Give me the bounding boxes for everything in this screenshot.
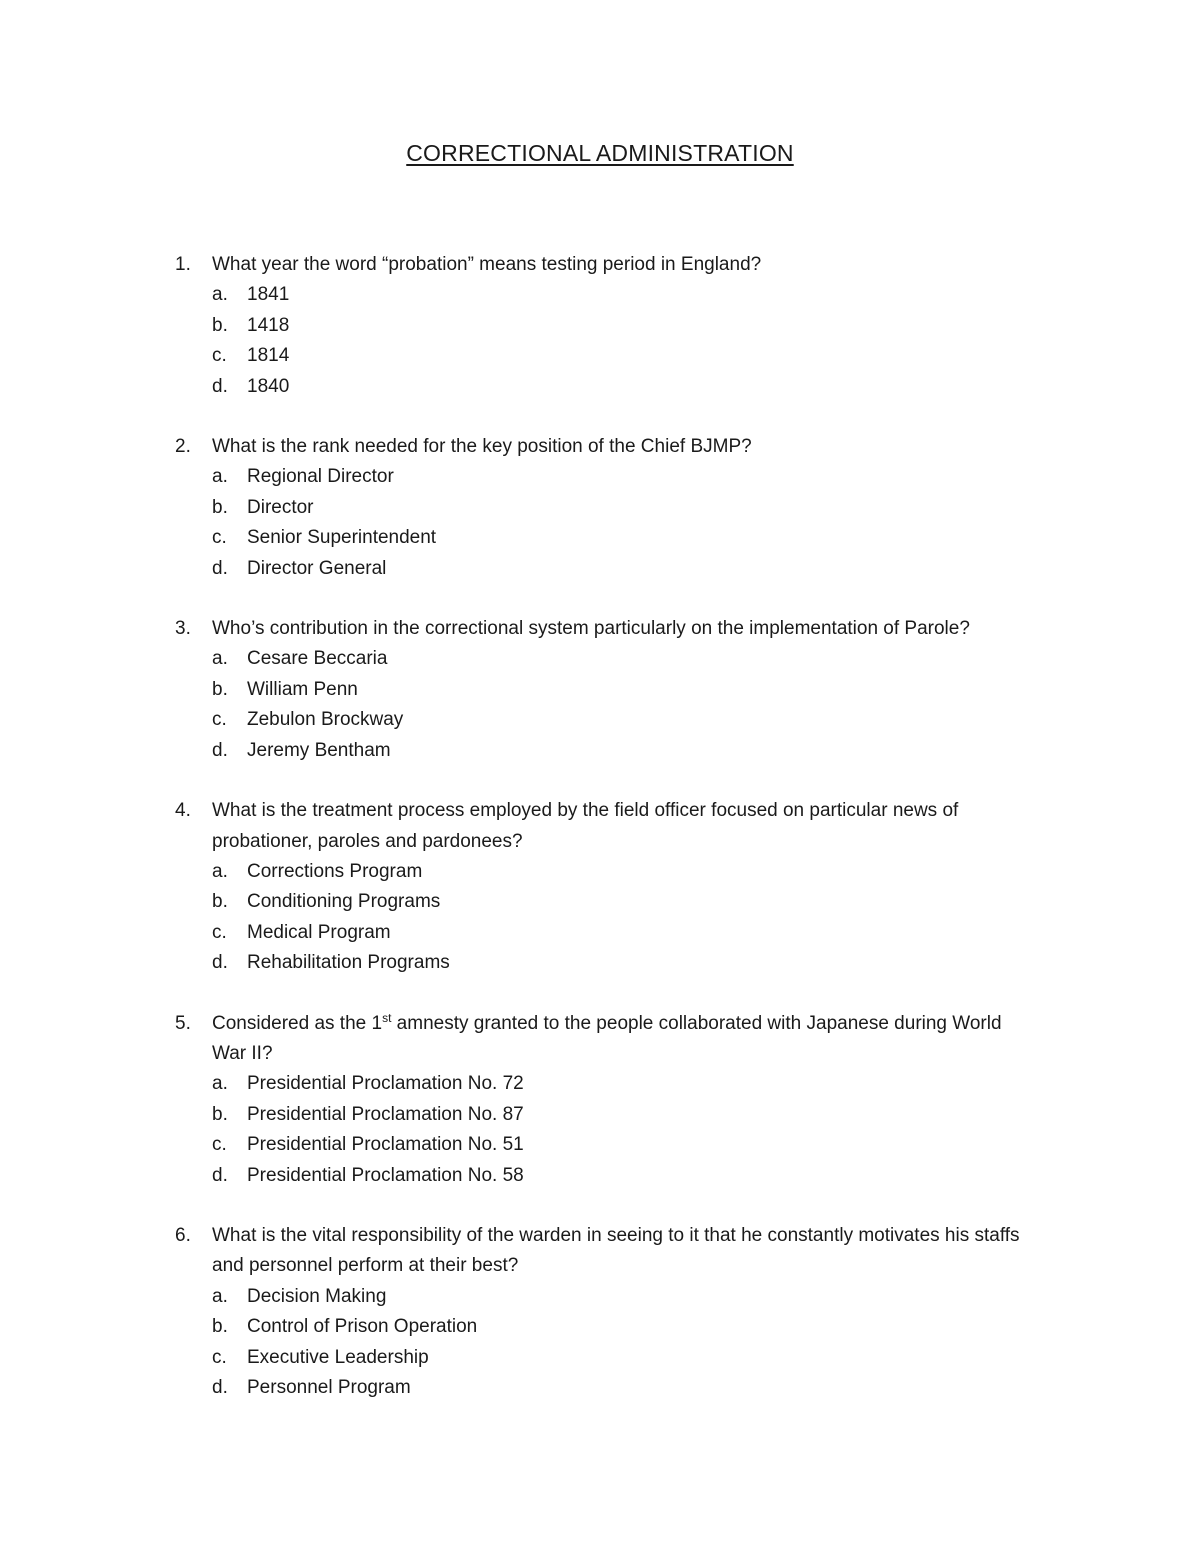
option-text: Conditioning Programs [247,891,441,913]
option-letter: b. [212,496,228,518]
option-text: 1418 [247,314,290,336]
option-text: Cesare Beccaria [247,648,388,670]
question-text [212,1010,1002,1064]
option-d [0,554,1200,584]
question-text: What is the vital responsibility of the warden in seeing to it that he constantly motivates his staffs and personnel perform at their best? [212,1224,1020,1277]
option-letter: d. [212,375,228,397]
option-letter: c. [212,345,227,367]
question-3 [0,614,1200,766]
option-text: Presidential Proclamation No. 72 [247,1073,524,1095]
option-text: Control of Prison Operation [247,1316,478,1338]
option-c [0,1130,1200,1160]
option-letter: c. [212,709,227,731]
option-letter: d. [212,1164,228,1186]
option-text: Rehabilitation Programs [247,952,450,974]
option-text: Presidential Proclamation No. 58 [247,1164,524,1186]
option-letter: b. [212,891,228,913]
option-text: 1840 [247,375,290,397]
option-text: Zebulon Brockway [247,709,404,731]
option-text: Presidential Proclamation No. 87 [247,1103,524,1125]
question-text: What is the treatment process employed by the field officer focused on particular news of probationer, paroles and pardonees? [212,800,959,852]
option-text: William Penn [247,678,358,700]
option-b [0,887,1200,917]
question-2 [0,432,1200,584]
question-list [0,250,1200,1433]
option-c [0,1343,1200,1373]
option-letter: d. [212,739,228,761]
option-letter: b. [212,1316,228,1338]
option-letter: a. [212,1285,228,1307]
question-text-row [0,796,1200,857]
question-text-row [0,614,1200,644]
option-text: Senior Superintendent [247,527,437,549]
question-number: 5. [175,1012,191,1034]
document-title: CORRECTIONAL ADMINISTRATION [406,140,794,166]
option-text: Medical Program [247,921,391,943]
option-text: Regional Director [247,466,394,488]
option-text: Decision Making [247,1285,387,1307]
question-1 [0,250,1200,402]
option-letter: a. [212,1073,228,1095]
question-text-row [0,1221,1200,1282]
question-text: What is the rank needed for the key position of the Chief BJMP? [212,436,752,458]
question-4 [0,796,1200,978]
option-a [0,857,1200,887]
option-letter: c. [212,921,227,943]
option-text: 1814 [247,345,290,367]
option-c [0,523,1200,553]
option-text: Corrections Program [247,860,423,882]
option-letter: a. [212,860,228,882]
option-a [0,644,1200,674]
option-c [0,705,1200,735]
option-text: Director [247,496,314,518]
option-a [0,462,1200,492]
option-a [0,280,1200,310]
option-letter: d. [212,1377,228,1398]
option-text: Jeremy Bentham [247,739,391,761]
option-letter: b. [212,314,228,336]
option-text: Director General [247,557,387,579]
option-letter: c. [212,1134,227,1156]
question-number: 3. [175,618,191,640]
option-text: Personnel Program [247,1377,411,1398]
option-letter: a. [212,466,228,488]
option-d [0,372,1200,402]
question-number: 1. [175,254,191,275]
option-b [0,1312,1200,1342]
option-text: Executive Leadership [247,1346,429,1368]
question-text-row [0,250,1200,280]
question-text: What year the word “probation” means testing period in England? [212,254,762,275]
option-d [0,1161,1200,1191]
option-b [0,493,1200,523]
ordinal-superscript: st [382,1010,392,1025]
option-letter: b. [212,1103,228,1125]
option-c [0,341,1200,371]
option-text: 1841 [247,284,290,306]
option-letter: c. [212,527,227,549]
question-text: Who’s contribution in the correctional system particularly on the implementation of Parole? [212,618,970,640]
option-b [0,675,1200,705]
question-text-before: Considered as the 1 [212,1012,383,1034]
option-a [0,1069,1200,1099]
option-text: Presidential Proclamation No. 51 [247,1134,524,1156]
question-text-after: amnesty granted to the people collaborated with Japanese during World War II? [212,1012,1002,1064]
option-letter: a. [212,648,228,670]
option-letter: d. [212,952,228,974]
option-letter: c. [212,1346,227,1368]
option-d [0,948,1200,978]
question-number: 2. [175,436,191,458]
option-d [0,736,1200,766]
option-b [0,1100,1200,1130]
option-letter: b. [212,678,228,700]
option-a [0,1282,1200,1312]
question-6 [0,1221,1200,1403]
option-letter: a. [212,284,228,306]
question-text-row [0,1009,1200,1070]
option-c [0,918,1200,948]
question-text-row [0,432,1200,462]
option-b [0,311,1200,341]
question-number: 4. [175,800,191,822]
option-d [0,1373,1200,1403]
question-5 [0,1009,1200,1191]
option-letter: d. [212,557,228,579]
question-number: 6. [175,1224,191,1246]
